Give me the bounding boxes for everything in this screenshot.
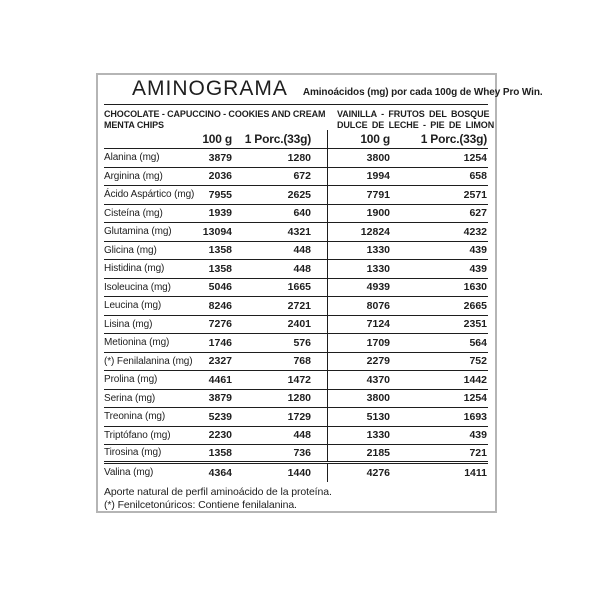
table-row: [104, 371, 488, 390]
amino-label: Valina (mg): [104, 467, 154, 479]
value-100g-right: 4370: [327, 371, 390, 389]
aminogram-panel: [96, 73, 543, 513]
table-row: [104, 353, 488, 372]
table-row: [104, 408, 488, 427]
flavor-group-left: [104, 109, 329, 130]
value-100g-left: 13094: [202, 225, 232, 238]
value-100g-right: 4276: [327, 464, 390, 483]
value-100g-left: 3879: [208, 151, 232, 164]
column-header-porc-right: 1 Porc.(33g): [420, 132, 487, 146]
table-row: [104, 260, 488, 279]
amino-label: Prolina (mg): [104, 374, 158, 386]
flavor-headers: [104, 105, 495, 130]
value-100g-left: 3879: [208, 392, 232, 405]
value-100g-left: 2327: [208, 355, 232, 368]
value-porc-right: 1693: [463, 410, 487, 423]
flavor-left-line2: MENTA CHIPS: [104, 119, 164, 130]
value-100g-right: 1900: [327, 205, 390, 223]
value-porc-right: 4232: [463, 225, 487, 238]
value-porc-left: 672: [293, 170, 311, 183]
amino-label: Tirosina (mg): [104, 447, 162, 459]
value-100g-right: 1330: [327, 260, 390, 278]
amino-label: Serina (mg): [104, 392, 156, 404]
value-porc-right: 1411: [464, 466, 487, 479]
flavor-group-right: [329, 109, 495, 130]
table-row: [104, 242, 488, 261]
value-100g-left: 7955: [208, 188, 232, 201]
value-porc-left: 448: [293, 244, 311, 257]
value-porc-left: 2625: [287, 188, 311, 201]
amino-label: Isoleucina (mg): [104, 281, 171, 293]
amino-label: Histidina (mg): [104, 263, 165, 275]
amino-label: Glutamina (mg): [104, 226, 172, 238]
value-porc-left: 1729: [287, 410, 311, 423]
value-100g-right: 2279: [327, 353, 390, 371]
value-porc-left: 448: [293, 429, 311, 442]
table-row: [104, 223, 488, 242]
value-porc-left: 736: [293, 446, 311, 459]
value-100g-right: 1709: [327, 334, 390, 352]
value-porc-right: 2351: [463, 318, 487, 331]
value-porc-right: 2665: [463, 299, 487, 312]
value-100g-right: 3800: [327, 149, 390, 167]
value-100g-left: 2230: [208, 429, 232, 442]
column-header-porc-left: 1 Porc.(33g): [244, 132, 311, 146]
value-porc-left: 1280: [287, 151, 311, 164]
value-100g-right: 7791: [327, 186, 390, 204]
amino-label: Ácido Aspártico (mg): [104, 189, 195, 201]
page-subtitle: Aminoácidos (mg) por cada 100g de Whey Pro Win.: [302, 87, 543, 98]
value-porc-right: 564: [469, 336, 487, 349]
value-porc-right: 2571: [463, 188, 487, 201]
value-porc-right: 752: [469, 355, 487, 368]
amino-label: Metionina (mg): [104, 337, 170, 349]
value-porc-left: 1665: [287, 281, 311, 294]
value-100g-left: 7276: [208, 318, 232, 331]
value-100g-left: 5046: [208, 281, 232, 294]
value-porc-right: 1630: [463, 281, 487, 294]
value-100g-right: 5130: [327, 408, 390, 426]
table-row: [104, 205, 488, 224]
amino-label: Leucina (mg): [104, 300, 162, 312]
table-row: [104, 334, 488, 353]
value-100g-right: 1330: [327, 242, 390, 260]
flavor-right-line1: VAINILLA - FRUTOS DEL BOSQUE: [337, 109, 490, 119]
amino-label: Glicina (mg): [104, 244, 157, 256]
table-row: [104, 316, 488, 335]
value-100g-left: 1358: [208, 244, 232, 257]
footnote-phenylketonurics: (*) Fenilcetonúricos: Contiene fenilalanina.: [104, 498, 297, 511]
amino-label: Lisina (mg): [104, 318, 153, 330]
amino-label: Cisteína (mg): [104, 207, 163, 219]
amino-table-body: [104, 149, 488, 482]
value-porc-left: 4321: [287, 225, 311, 238]
table-row: [104, 297, 488, 316]
value-porc-left: 1440: [287, 466, 311, 479]
page-title: AMINOGRAMA: [132, 77, 288, 100]
amino-label: Arginina (mg): [104, 170, 163, 182]
value-100g-right: 7124: [327, 316, 390, 334]
table-row: [104, 149, 488, 168]
flavor-left-line1: CHOCOLATE - CAPUCCINO - COOKIES AND CREAM: [104, 109, 326, 119]
table-row: [104, 168, 488, 187]
title-row: [104, 75, 543, 105]
value-100g-left: 4461: [208, 373, 232, 386]
value-100g-right: 2185: [327, 445, 390, 461]
value-porc-right: 439: [469, 244, 487, 257]
amino-label: (*) Fenilalanina (mg): [104, 355, 193, 367]
value-100g-left: 1746: [208, 336, 232, 349]
value-porc-left: 2721: [287, 299, 311, 312]
value-porc-left: 576: [293, 336, 311, 349]
value-100g-left: 1939: [208, 207, 232, 220]
column-headers: [104, 130, 488, 149]
value-porc-left: 1472: [287, 373, 311, 386]
value-100g-right: 1994: [327, 168, 390, 186]
amino-label: Triptófano (mg): [104, 429, 171, 441]
table-row: [104, 427, 488, 446]
value-porc-right: 658: [469, 170, 487, 183]
value-100g-left: 1358: [208, 262, 232, 275]
value-100g-left: 4364: [208, 466, 232, 479]
table-row: [104, 279, 488, 298]
value-100g-right: 12824: [327, 223, 390, 241]
value-porc-right: 439: [469, 262, 487, 275]
table-row: [104, 445, 488, 464]
value-porc-right: 1442: [463, 373, 487, 386]
value-porc-right: 1254: [463, 151, 487, 164]
value-100g-left: 5239: [208, 410, 232, 423]
column-header-100g-right: 100 g: [327, 130, 390, 148]
value-porc-right: 721: [469, 446, 487, 459]
column-header-100g-left: 100 g: [202, 132, 232, 146]
value-porc-left: 640: [293, 207, 311, 220]
value-100g-left: 8246: [208, 299, 232, 312]
value-100g-right: 8076: [327, 297, 390, 315]
value-100g-right: 1330: [327, 427, 390, 445]
value-100g-right: 3800: [327, 390, 390, 408]
value-porc-left: 768: [293, 355, 311, 368]
footnotes: [104, 486, 488, 511]
value-porc-left: 448: [293, 262, 311, 275]
value-100g-right: 4939: [327, 279, 390, 297]
table-row: [104, 186, 488, 205]
value-100g-left: 1358: [208, 446, 232, 459]
footnote-profile: Aporte natural de perfil aminoácido de la proteína.: [104, 486, 332, 498]
value-100g-left: 2036: [208, 170, 232, 183]
amino-label: Alanina (mg): [104, 152, 160, 164]
value-porc-left: 2401: [287, 318, 311, 331]
value-porc-right: 1254: [463, 392, 487, 405]
flavor-right-line2: DULCE DE LECHE - PIE DE LIMON: [337, 119, 495, 130]
table-row: [104, 464, 488, 483]
value-porc-left: 1280: [287, 392, 311, 405]
value-porc-right: 439: [469, 429, 487, 442]
amino-label: Treonina (mg): [104, 411, 166, 423]
table-row: [104, 390, 488, 409]
value-porc-right: 627: [469, 207, 487, 220]
